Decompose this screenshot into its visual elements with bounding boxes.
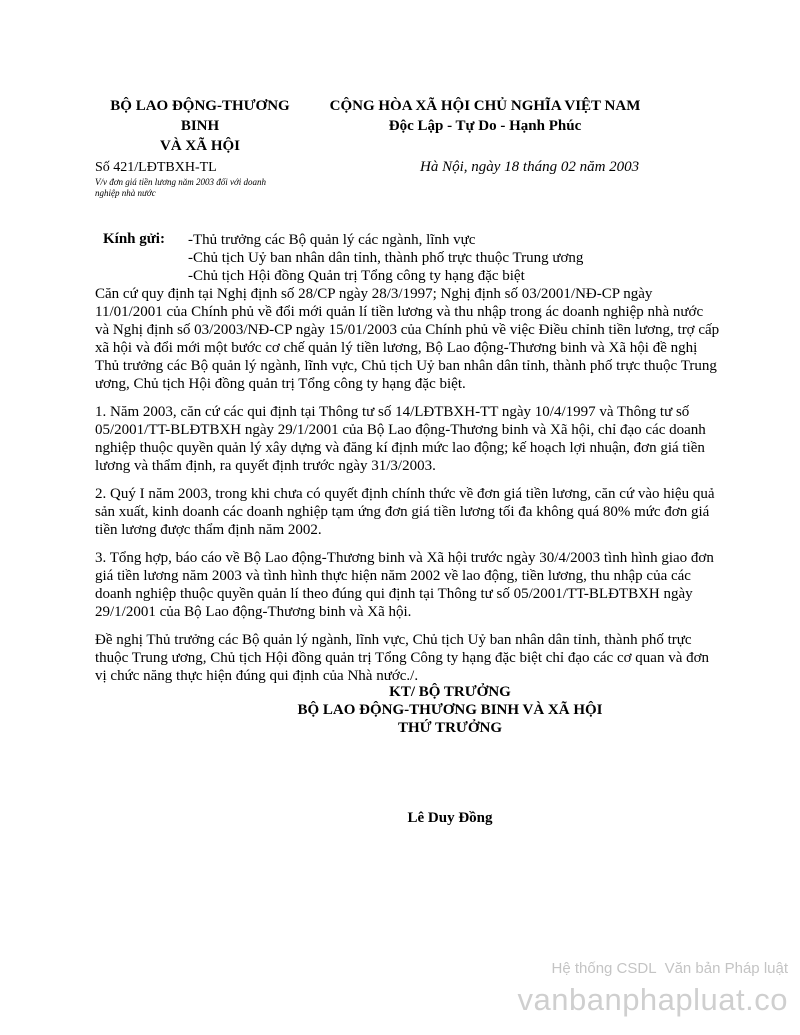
signature-line-2: BỘ LAO ĐỘNG-THƯƠNG BINH VÀ XÃ HỘI (297, 702, 603, 718)
recipient-item: -Thủ trưởng các Bộ quản lý các ngành, lĩnh vực (188, 232, 476, 248)
signature-line-1: KT/ BỘ TRƯỞNG (389, 684, 511, 700)
subject-line-1: V/v đơn giá tiền lương năm 2003 đối với doanh (95, 177, 267, 187)
country-name: CỘNG HÒA XÃ HỘI CHỦ NGHĨA VIỆT NAM (329, 98, 641, 114)
agency-line-3: VÀ XÃ HỘI (159, 138, 240, 154)
national-motto: Độc Lập - Tự Do - Hạnh Phúc (388, 118, 582, 134)
issuing-agency (95, 96, 305, 156)
closing-paragraph: Đề nghị Thủ trưởng các Bộ quản lý ngành, lĩnh vực, Chủ tịch Uỷ ban nhân dân tỉnh, thành phố trực thuộc Trung ương, Chủ tịch Hội đồng quản trị Tổng Công ty hạng đặc biệt chỉ đạo các cơ quan và đơn vị chức năng thực hiện đúng qui định của Nhà nước./. (95, 632, 710, 684)
recipient-item: -Chủ tịch Hội đồng Quản trị Tổng công ty hạng đặc biệt (188, 268, 525, 284)
place-and-date: Hà Nội, ngày 18 tháng 02 năm 2003 (420, 159, 640, 175)
item-2-paragraph: 2. Quý I năm 2003, trong khi chưa có quyết định chính thức về đơn giá tiền lương, căn cứ vào hiệu quả sản xuất, kinh doanh các doanh nghiệp tạm ứng đơn giá tiền lương tối đa không quá 80% mức đơn giá tiền lương được thẩm định năm 2002. (95, 486, 715, 538)
watermark-caption-a: Hệ thống CSDL (551, 960, 657, 977)
document-body (95, 285, 720, 695)
agency-line-2: BINH (180, 118, 220, 134)
national-title (310, 96, 660, 136)
item-1-paragraph: 1. Năm 2003, căn cứ các qui định tại Thông tư số 14/LĐTBXH-TT ngày 10/4/1997 và Thông tư số 05/2001/TT-BLĐTBXH ngày 29/1/2001 của Bộ Lao động-Thương binh và Xã hội, chỉ đạo các doanh nghiệp thuộc quyền quản lý xây dựng và đăng kí định mức lao động; kế hoạch lợi nhuận, đơn giá tiền lương và thẩm định, ra quyết định trước ngày 31/3/2003. (95, 404, 706, 474)
signer-name: Lê Duy Đồng (407, 810, 493, 826)
subject-line-2: nghiệp nhà nước (95, 188, 156, 198)
watermark-caption-b: Văn bản Pháp luật (664, 960, 788, 977)
recipients-label: Kính gửi: (103, 231, 165, 247)
signature-line-3: THỨ TRƯỞNG (397, 720, 503, 736)
recipient-item: -Chủ tịch Uỷ ban nhân dân tỉnh, thành phố trực thuộc Trung ương (188, 250, 584, 266)
signature-block (250, 683, 650, 737)
watermark-site: vanbanphapluat.co (517, 982, 788, 1017)
item-3-paragraph: 3. Tổng hợp, báo cáo về Bộ Lao động-Thương binh và Xã hội trước ngày 30/4/2003 tình hình giao đơn giá tiền lương năm 2003 và tình hình thực hiện năm 2002 về lao động, tiền lương, thu nhập của các doanh nghiệp thuộc quyền quản lí theo đúng qui định tại Thông tư số 05/2001/TT-BLĐTBXH ngày 29/1/2001 của Bộ Lao động-Thương binh và Xã hội. (95, 550, 714, 620)
watermark-caption (544, 960, 789, 977)
preamble-paragraph: Căn cứ quy định tại Nghị định số 28/CP ngày 28/3/1997; Nghị định số 03/2001/NĐ-CP ngày 11/01/2001 của Chính phủ về đổi mới quản lí tiền lương và thu nhập trong ác doanh nghiệp nhà nước và Nghị định số 03/2003/NĐ-CP ngày 15/01/2003 của Chính phủ về việc Điều chỉnh tiền lương, trợ cấp xã hội và đổi mới một bước cơ chế quản lý tiền lương, Bộ Lao động-Thương binh và Xã hội đề nghị Thủ trưởng các Bộ quản lý ngành, lĩnh vực, Chủ tịch Uỷ ban nhân dân tỉnh, thành phố trực thuộc Trung ương, Chủ tịch Hội đồng quản trị Tổng công ty hạng đặc biệt. (95, 286, 720, 392)
document-number: Số 421/LĐTBXH-TL (95, 160, 217, 175)
document-subject (95, 177, 325, 199)
recipients-list (188, 231, 583, 285)
agency-line-1: BỘ LAO ĐỘNG-THƯƠNG (110, 98, 290, 114)
